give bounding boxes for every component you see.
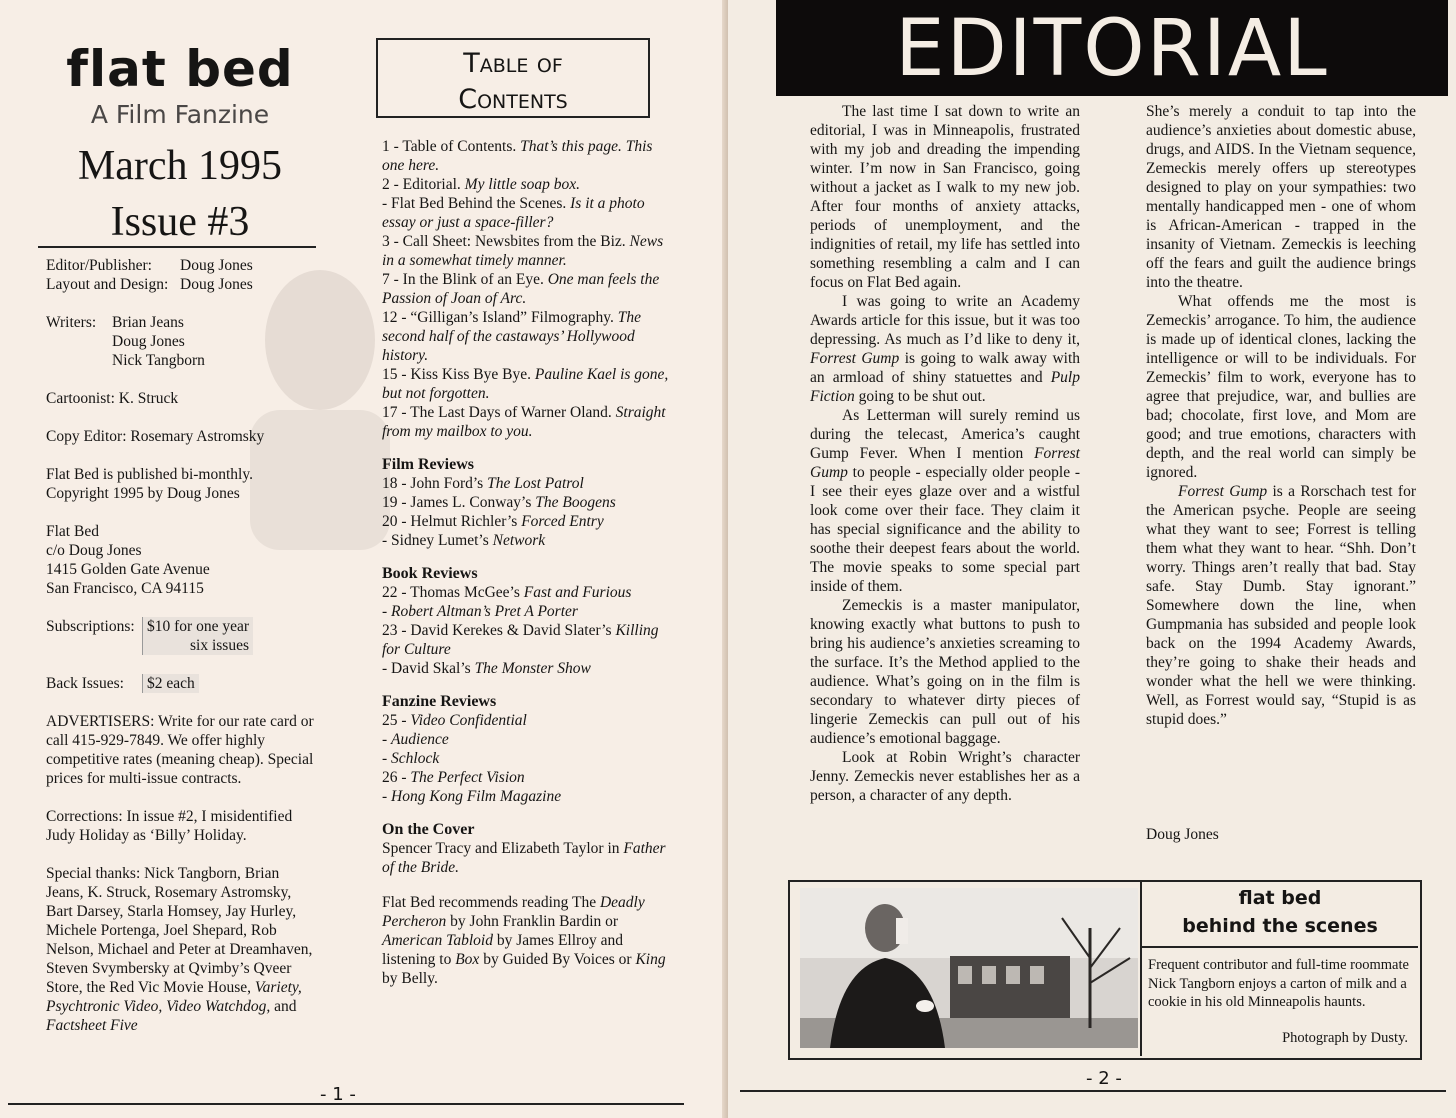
bottom-rule bbox=[740, 1090, 1446, 1092]
toc-entry bbox=[382, 270, 672, 308]
review-film-title: Forced Entry bbox=[521, 513, 604, 530]
publishing-info bbox=[46, 465, 318, 503]
toc-entry-blurb: News in a somewhat timely manner. bbox=[382, 233, 664, 269]
back-issues-label: Back Issues: bbox=[46, 675, 124, 692]
layout-label: Layout and Design: bbox=[46, 276, 169, 293]
toc-heading-box bbox=[376, 38, 650, 118]
recommendations bbox=[382, 893, 672, 988]
writers-credit bbox=[46, 313, 318, 370]
rec-title: King bbox=[635, 951, 666, 968]
review-director: 19 - James L. Conway’s bbox=[382, 494, 536, 511]
special-thanks bbox=[46, 864, 318, 1035]
editorial-title: EDITORIAL bbox=[895, 4, 1329, 94]
editorial-paragraph: What offends me the most is Zemeckis’ arrogance. To him, the audience is made up of identical clones, lacking the intelligence or will to be individuals. For Zemeckis’ film to work, everyone has to agree that prejudice, war, and bullies are bad; chocolate, first love, and Mom are good; and true emotions, characters with depth, and the real world can simply be ignored. bbox=[1146, 293, 1416, 481]
review-book-title: The Monster Show bbox=[474, 660, 591, 677]
sidebar-heading-line1: flat bed bbox=[1238, 887, 1322, 909]
address-line: 1415 Golden Gate Avenue bbox=[46, 561, 210, 578]
copyright-line: Copyright 1995 by Doug Jones bbox=[46, 485, 240, 502]
review-page: - bbox=[382, 750, 392, 767]
paragraph-text: As Letterman will surely remind us during the telecast, America’s caught Gump Fever. When I mention bbox=[810, 407, 1080, 462]
issue-date: March 1995 bbox=[77, 143, 283, 189]
toc-entry-title: 2 - Editorial. bbox=[382, 176, 465, 193]
thanks-text: Special thanks: Nick Tangborn, Brian Jeans, K. Struck, Rosemary Astromsky, Bart Darsey, Starla Homsey, Jay Hurley, Michele Portenga, Joel Shepard, Rob Nelson, Michael and Peter at Dreamhaven, Steven Svymbersky at Qvimby’s Qveer Store, the Red Vic Movie House, bbox=[46, 865, 313, 996]
review-page: 26 - bbox=[382, 769, 411, 786]
toc-entry-title: 3 - Call Sheet: Newsbites from the Biz. bbox=[382, 233, 630, 250]
subscriptions-price: $10 for one year bbox=[147, 618, 249, 635]
film-title: Pulp Fiction bbox=[810, 369, 1080, 405]
writer-name: Doug Jones bbox=[112, 333, 185, 350]
toc-entry bbox=[382, 365, 672, 403]
rec-text: Flat Bed recommends reading The bbox=[382, 894, 600, 911]
editor-value: Doug Jones bbox=[180, 257, 253, 274]
editorial-paragraph bbox=[1146, 482, 1416, 729]
review-director: 20 - Helmut Richler’s bbox=[382, 513, 522, 530]
cartoonist-credit: Cartoonist: K. Struck bbox=[46, 390, 179, 407]
review-fanzine-title: Hong Kong Film Magazine bbox=[391, 788, 562, 805]
toc-review-entry bbox=[382, 583, 672, 602]
photo-caption: Frequent contributor and full-time roommate Nick Tangborn enjoys a carton of milk and a cookie in his old Minneapolis haunts. bbox=[1148, 957, 1409, 1010]
review-fanzine-title: The Perfect Vision bbox=[410, 769, 525, 786]
toc-entry-title: 12 - “Gilligan’s Island” Filmography. bbox=[382, 309, 618, 326]
toc-review-entry bbox=[382, 512, 672, 531]
rec-title: Deadly Percheron bbox=[382, 894, 645, 930]
book-reviews-heading: Book Reviews bbox=[382, 565, 478, 582]
sidebar-heading bbox=[1142, 884, 1418, 940]
issue-number: Issue #3 bbox=[110, 199, 250, 245]
toc-review-entry bbox=[382, 659, 672, 678]
toc-entry-title: 1 - Table of Contents. bbox=[382, 138, 521, 155]
toc-entry bbox=[382, 308, 672, 365]
toc-review-entry bbox=[382, 787, 672, 806]
photo-credit: Photograph by Dusty. bbox=[1282, 1030, 1408, 1046]
review-author: 22 - Thomas McGee’s bbox=[382, 584, 524, 601]
rec-text: by John Franklin Bardin or bbox=[446, 913, 619, 930]
review-page: 25 - bbox=[382, 712, 411, 729]
subscriptions-info bbox=[46, 617, 318, 655]
behind-the-scenes-photo bbox=[800, 888, 1138, 1048]
address-line: c/o Doug Jones bbox=[46, 542, 142, 559]
rec-text: by James Ellroy and listening to bbox=[382, 932, 623, 968]
writer-name: Brian Jeans bbox=[112, 314, 184, 331]
subscriptions-term: six issues bbox=[190, 637, 249, 654]
toc-review-entry bbox=[382, 493, 672, 512]
paragraph-text: is a Rorschach test for the American psyche. People are seeing what they want to see; Forrest is telling them what they want to hear. “Shh. Don’t worry. Things aren’t really that bad. Stay safe. Stay Dumb. Stay ignorant.” Somewhere down the line, when Gumpmania has subsided and people look back on the 1994 Academy Awards, they’re going to shake their heads and wonder what the hell we were thinking. Well, as Forrest would say, “Stupid is as stupid does.” bbox=[1146, 483, 1416, 728]
toc-entry bbox=[382, 175, 672, 194]
thanks-conjunction: and bbox=[270, 998, 297, 1015]
toc-entry-blurb: Pauline Kael is gone, but not forgotten. bbox=[382, 366, 669, 402]
film-reviews-heading: Film Reviews bbox=[382, 456, 474, 473]
editorial-paragraph: Look at Robin Wright’s character Jenny. Zemeckis never establishes her as a person, a character of any depth. bbox=[810, 749, 1080, 804]
address-line: Flat Bed bbox=[46, 523, 99, 540]
advertisers-notice: ADVERTISERS: Write for our rate card or call 415-929-7849. We offer highly competitive rates (meaning cheap). Special prices for multi-issue contracts. bbox=[46, 713, 314, 787]
toc-entry-blurb: Straight from my mailbox to you. bbox=[382, 404, 666, 440]
bottom-rule bbox=[8, 1103, 684, 1105]
toc-entry-title: 17 - The Last Days of Warner Oland. bbox=[382, 404, 616, 421]
copy-editor-credit: Copy Editor: Rosemary Astromsky bbox=[46, 428, 265, 445]
toc-entry-blurb: My little soap box. bbox=[464, 176, 581, 193]
editorial-paragraph: Zemeckis is a master manipulator, knowing exactly what buttons to push to bring his audience’s anxieties screaming to the surface. It’s the Method applied to the audience. What’s going on in the film is secondary to whatever dirty pieces of lingerie Zemeckis can pull out of his audience’s emotional baggage. bbox=[810, 597, 1080, 747]
layout-value: Doug Jones bbox=[180, 276, 253, 293]
toc-entry bbox=[382, 232, 672, 270]
subscriptions-label: Subscriptions: bbox=[46, 618, 135, 635]
toc-review-entry bbox=[382, 768, 672, 787]
editorial-paragraph bbox=[810, 292, 1080, 406]
review-film-title: The Boogens bbox=[535, 494, 616, 511]
paragraph-text: going to be shut out. bbox=[854, 388, 986, 405]
editorial-column-1 bbox=[810, 102, 1080, 805]
review-book-title: Fast and Furious bbox=[523, 584, 632, 601]
masthead-divider bbox=[38, 246, 316, 248]
rec-title: American Tabloid bbox=[382, 932, 493, 949]
toc-review-entry bbox=[382, 602, 672, 621]
toc-heading-line1: Table of bbox=[463, 48, 563, 79]
review-book-title: Robert Altman’s Pret A Porter bbox=[391, 603, 578, 620]
credits-section bbox=[46, 256, 318, 1054]
paragraph-text: I was going to write an Academy Awards article for this issue, but it was too depressing. As much as I’d like to deny it, bbox=[810, 293, 1080, 348]
toc-entry bbox=[382, 137, 672, 175]
toc-review-entry bbox=[382, 730, 672, 749]
toc-entry-title: 7 - In the Blink of an Eye. bbox=[382, 271, 548, 288]
table-of-contents bbox=[382, 137, 672, 988]
toc-entry-blurb: That’s this page. This one here. bbox=[382, 138, 653, 174]
toc-entry bbox=[382, 194, 672, 232]
editorial-paragraph bbox=[810, 406, 1080, 596]
thanks-publications: Variety, Psychtronic Video, Video Watchdog, bbox=[46, 979, 302, 1015]
caption-divider bbox=[1140, 946, 1418, 948]
mailing-address bbox=[46, 522, 318, 598]
fanzine-reviews-heading: Fanzine Reviews bbox=[382, 693, 497, 710]
cover-film: Father of the Bride. bbox=[382, 840, 666, 876]
back-issues-info bbox=[46, 674, 318, 693]
film-title: Forrest Gump bbox=[810, 350, 900, 367]
toc-entry-blurb: One man feels the Passion of Joan of Arc. bbox=[382, 271, 660, 307]
rec-title: Box bbox=[455, 951, 480, 968]
review-author: - bbox=[382, 603, 392, 620]
review-author: 23 - David Kerekes & David Slater’s bbox=[382, 622, 616, 639]
page-number: - 2 - bbox=[1086, 1068, 1122, 1089]
cover-heading: On the Cover bbox=[382, 821, 475, 838]
thanks-last-publication: Factsheet Five bbox=[46, 1017, 138, 1034]
paragraph-text: is going to walk away with an armload of shiny statuettes and bbox=[810, 350, 1081, 386]
masthead-subtitle: A Film Fanzine bbox=[90, 100, 270, 129]
toc-entry bbox=[382, 403, 672, 441]
film-title: Forrest Gump bbox=[810, 445, 1080, 481]
review-fanzine-title: Schlock bbox=[391, 750, 440, 767]
review-film-title: The Lost Patrol bbox=[487, 475, 584, 492]
page-number: - 1 - bbox=[320, 1084, 356, 1105]
editorial-paragraph: The last time I sat down to write an editorial, I was in Minneapolis, frustrated with my job and dreading the impending winter. I’m now in San Francisco, going without a jacket as I walk to my new job. After four months of anxiety attacks, periods of unemployment, and the indignities of retail, my life has settled into something resembling a calm and I can focus on Flat Bed again. bbox=[810, 103, 1080, 291]
address-line: San Francisco, CA 94115 bbox=[46, 580, 204, 597]
publishing-line: Flat Bed is published bi-monthly. bbox=[46, 466, 253, 483]
review-author: - David Skal’s bbox=[382, 660, 475, 677]
rec-text: by Belly. bbox=[382, 970, 438, 987]
editorial-column-2 bbox=[1146, 102, 1416, 729]
review-fanzine-title: Audience bbox=[391, 731, 449, 748]
writers-label: Writers: bbox=[46, 314, 97, 331]
review-director: - Sidney Lumet’s bbox=[382, 532, 493, 549]
editorial-signoff: Doug Jones bbox=[1146, 826, 1219, 843]
toc-entry-blurb: Is it a photo essay or just a space-filler? bbox=[382, 195, 645, 231]
toc-review-entry bbox=[382, 711, 672, 730]
review-page: - bbox=[382, 731, 392, 748]
writer-name: Nick Tangborn bbox=[112, 352, 205, 369]
review-book-title: Killing for Culture bbox=[382, 622, 659, 658]
editor-label: Editor/Publisher: bbox=[46, 257, 152, 274]
back-issues-price: $2 each bbox=[142, 674, 199, 693]
cover-stars: Spencer Tracy and Elizabeth Taylor in bbox=[382, 840, 624, 857]
toc-entry-title: 15 - Kiss Kiss Bye Bye. bbox=[382, 366, 535, 383]
editor-credit bbox=[46, 256, 318, 294]
review-page: - bbox=[382, 788, 392, 805]
sidebar-heading-line2: behind the scenes bbox=[1182, 915, 1378, 937]
toc-review-entry bbox=[382, 531, 672, 550]
review-film-title: Network bbox=[492, 532, 546, 549]
paragraph-text: to people - especially older people - I see their eyes glaze over and a wistful look come over their face. They claim it has special significance and the ability to soothe their deepest fears about the world. The movie speaks to some special part inside of them. bbox=[810, 464, 1080, 595]
editorial-paragraph: She’s merely a conduit to tap into the audience’s anxieties about domestic abuse, drugs, and AIDS. In the Vietnam sequence, Zemeckis merely offers up stereotypes designed to play on your sympathies: two mentally handicapped men - one of whom is African-American - trapped in the insanity of Vietnam. Zemeckis is leeching off the fears and guilt the audience brings into the theatre. bbox=[1146, 103, 1416, 291]
film-title: Forrest Gump bbox=[1178, 483, 1268, 500]
rec-text: by Guided By Voices or bbox=[479, 951, 636, 968]
toc-heading-line2: Contents bbox=[458, 84, 568, 115]
toc-entry-blurb: The second half of the castaways’ Hollywood history. bbox=[382, 309, 642, 364]
corrections-notice: Corrections: In issue #2, I misidentified Judy Holiday as ‘Billy’ Holiday. bbox=[46, 808, 293, 844]
cover-description bbox=[382, 839, 672, 877]
toc-review-entry bbox=[382, 474, 672, 493]
toc-review-entry bbox=[382, 621, 672, 659]
masthead-title: flat bed bbox=[66, 40, 294, 98]
toc-entry-title: - Flat Bed Behind the Scenes. bbox=[382, 195, 571, 212]
review-fanzine-title: Video Confidential bbox=[410, 712, 527, 729]
toc-review-entry bbox=[382, 749, 672, 768]
review-director: 18 - John Ford’s bbox=[382, 475, 488, 492]
